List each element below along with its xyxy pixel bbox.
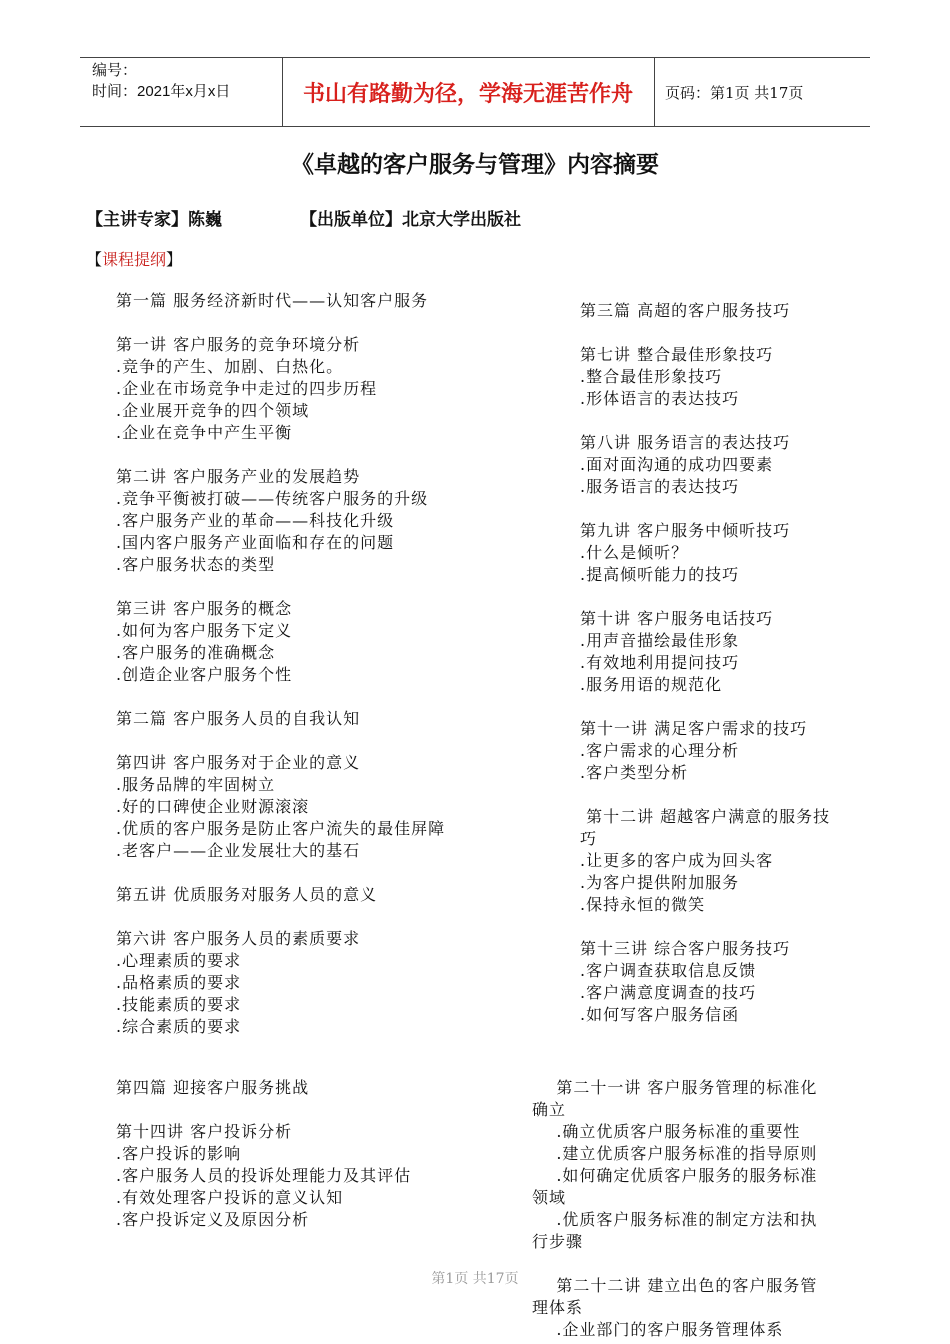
outline-line: .综合素质的要求 [116,1017,242,1036]
outline-left-column [116,290,445,1038]
outline-line: .为客户提供附加服务 [580,873,740,892]
outline-line: .老客户——企业发展壮大的基石 [116,841,361,860]
outline-line: .客户投诉定义及原因分析 [116,1210,310,1229]
outline-line: .有效地利用提问技巧 [580,653,740,672]
header-meta [92,60,230,102]
outline-line: .服务语言的表达技巧 [580,477,740,496]
outline-line: .竞争的产生、加剧、白热化。 [116,357,344,376]
outline-line: 第三讲 客户服务的概念 [116,599,293,618]
blank-line [580,322,830,344]
outline-line: .有效处理客户投诉的意义认知 [116,1188,344,1207]
document-date: 时间：2021年x月x日 [92,83,231,100]
outline-line: 确立 [532,1100,567,1119]
syllabus-heading: 【课程提纲】 [86,250,183,269]
outline-line: .技能素质的要求 [116,995,242,1014]
outline-line: 巧 [580,829,598,848]
blank-line [580,696,830,718]
outline-line: 第二十二讲 建立出色的客户服务管 [532,1276,818,1295]
outline-line: 第十四讲 客户投诉分析 [116,1122,293,1141]
document-title: 《卓越的客户服务与管理》内容摘要 [291,152,659,178]
blank-line [580,410,830,432]
outline-line: .客户调查获取信息反馈 [580,961,757,980]
outline-line: 第二篇 客户服务人员的自我认知 [116,709,361,728]
outline-line: 第八讲 服务语言的表达技巧 [580,433,791,452]
outline-line: 第三篇 高超的客户服务技巧 [580,301,791,320]
outline-line: 第四讲 客户服务对于企业的意义 [116,753,361,772]
outline-line: 第二十一讲 客户服务管理的标准化 [532,1078,818,1097]
blank-line [116,862,445,884]
outline-line: 第一篇 服务经济新时代——认知客户服务 [116,291,429,310]
outline-line: 行步骤 [532,1232,584,1251]
outline-line: .企业在市场竞争中走过的四步历程 [116,379,378,398]
outline-line: .如何为客户服务下定义 [116,621,293,640]
outline-line: .保持永恒的微笑 [580,895,706,914]
outline-line: .企业部门的客户服务管理体系 [532,1320,784,1339]
outline-line: .如何写客户服务信函 [580,1005,740,1024]
blank-line [116,576,445,598]
outline-line: .客户服务产业的革命——科技化升级 [116,511,395,530]
publisher-line: 【出版单位】北京大学出版社 [300,210,521,230]
outline-line: 第五讲 优质服务对服务人员的意义 [116,885,378,904]
outline-line: .企业在竞争中产生平衡 [116,423,293,442]
outline-left-column-lower [116,1077,411,1231]
blank-line [580,784,830,806]
outline-line: 第七讲 整合最佳形象技巧 [580,345,774,364]
document-number: 编号： [92,62,138,79]
blank-line [116,730,445,752]
header-table [80,57,870,127]
outline-line: 第二讲 客户服务产业的发展趋势 [116,467,361,486]
blank-line [116,444,445,466]
outline-line: 第十二讲 超越客户满意的服务技 [580,807,831,826]
blank-line [580,916,830,938]
outline-line: 第六讲 客户服务人员的素质要求 [116,929,361,948]
header-motto: 书山有路勤为径，学海无涯苦作舟 [302,80,633,107]
outline-line: .服务品牌的牢固树立 [116,775,276,794]
outline-line: .客户投诉的影响 [116,1144,242,1163]
outline-line: .好的口碑使企业财源滚滚 [116,797,310,816]
outline-right-column [580,300,830,1026]
outline-line: 理体系 [532,1298,584,1317]
outline-line: .优质客户服务标准的制定方法和执 [532,1210,818,1229]
outline-line: .什么是倾听？ [580,543,689,562]
blank-line [116,312,445,334]
outline-line: .创造企业客户服务个性 [116,665,293,684]
outline-line: .竞争平衡被打破——传统客户服务的升级 [116,489,429,508]
outline-line: .客户服务的准确概念 [116,643,276,662]
page-footer: 第1页 共17页 [431,1271,519,1287]
outline-line: .心理素质的要求 [116,951,242,970]
outline-line: .用声音描绘最佳形象 [580,631,740,650]
outline-line: .客户满意度调查的技巧 [580,983,757,1002]
outline-line: .面对面沟通的成功四要素 [580,455,774,474]
outline-line: .客户类型分析 [580,763,689,782]
blank-line [580,498,830,520]
outline-line: .客户服务人员的投诉处理能力及其评估 [116,1166,412,1185]
outline-line: .客户需求的心理分析 [580,741,740,760]
syllabus-label: 课程提纲 [102,250,167,269]
outline-line: 第十讲 客户服务电话技巧 [580,609,774,628]
blank-line [116,686,445,708]
outline-line: .如何确定优质客户服务的服务标准 [532,1166,818,1185]
outline-line: .确立优质客户服务标准的重要性 [532,1122,801,1141]
outline-line: .国内客户服务产业面临和存在的问题 [116,533,395,552]
blank-line [580,586,830,608]
speaker-line: 【主讲专家】陈巍 [86,210,222,230]
outline-line: .建立优质客户服务标准的指导原则 [532,1144,818,1163]
outline-right-column-lower [532,1077,817,1341]
outline-line: .企业展开竞争的四个领域 [116,401,310,420]
outline-line: 第一讲 客户服务的竞争环境分析 [116,335,361,354]
outline-line: 第十三讲 综合客户服务技巧 [580,939,791,958]
outline-line: .客户服务状态的类型 [116,555,276,574]
outline-line: 领域 [532,1188,567,1207]
outline-line: .优质的客户服务是防止客户流失的最佳屏障 [116,819,446,838]
outline-line: .品格素质的要求 [116,973,242,992]
outline-line: .服务用语的规范化 [580,675,723,694]
outline-line: .形体语言的表达技巧 [580,389,740,408]
outline-line: .让更多的客户成为回头客 [580,851,774,870]
outline-line: .整合最佳形象技巧 [580,367,723,386]
outline-line: 第四篇 迎接客户服务挑战 [116,1078,310,1097]
outline-line: .提高倾听能力的技巧 [580,565,740,584]
header-page-info: 页码：第1页 共17页 [665,83,804,102]
outline-line: 第九讲 客户服务中倾听技巧 [580,521,791,540]
outline-line: 第十一讲 满足客户需求的技巧 [580,719,808,738]
blank-line [116,1099,411,1121]
blank-line [116,906,445,928]
header-divider [654,58,655,126]
